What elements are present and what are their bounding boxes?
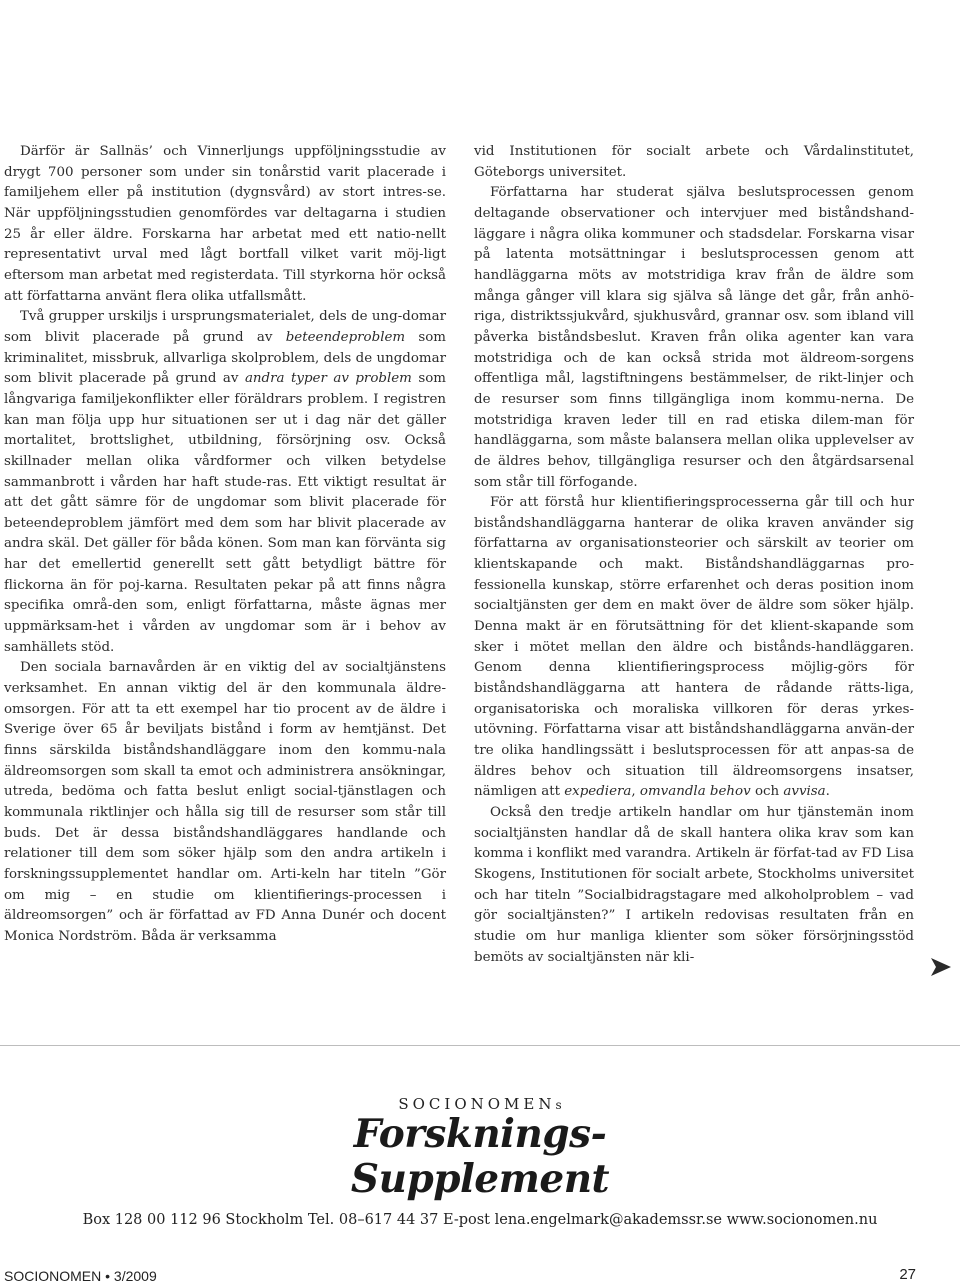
paragraph: Författarna har studerat själva beslutsprocessen genom deltagande observationer och intervjuer med biståndshand-läggare i några olika kommuner och stadsdelar. Forskarna visar på latenta motsättningar i beslutsprocessen genom att handläggarna möts av motstridiga krav från de äldre som många gånger vill klara sig själva så länge det går, från anhö-riga, distriktssjukvård, sjukhusvård, grannar osv. som ibland vill påverka biståndsbeslut. Kraven från olika agenter kan vara motstridiga och de kan också strida mot äldreom-sorgens offentliga mål, lagstiftningens bestämmelser, de rikt-linjer och de resurser som finns tillgängliga inom kommu-nerna. De motstridiga kraven leder till en rad etiska dilem-man för handläggarna, som måste balansera mellan olika upplevelser av de äldres behov, tillgängliga resurser och den åtgärdsarsenal som står till förfogande. xyxy=(474,185,914,490)
paragraph: För att förstå hur klientifieringsprocesserna går till och hur biståndshandläggarna hanterar de olika kraven använder sig författarna av organisationsteorier och särskilt av teorier om klientskapande och makt. Biståndshandläggarnas pro-fessionella kunskap, större erfarenhet och deras position inom socialtjänsten ger dem en makt över de äldre som söker hjälp. Denna makt är en förutsättning för det klient-skapande som sker i mötet mellan den äldre och bistånds-handläggaren. Genom denna klientifieringsprocess möjlig-görs för biståndshandläggarna att hantera de rådande rätts-liga, organisatoriska och moraliska villkoren för deras yrkes-utövning. Författarna visar att biståndshandläggarna använ-der tre olika handlingssätt i beslutsprocessen för att anpas-sa de äldres behov och situation till äldreomsorgens insatser, nämligen att expediera, omvandla behov och avvisa. xyxy=(474,495,914,800)
supplement-title xyxy=(0,1112,960,1202)
divider xyxy=(0,1045,960,1046)
paragraph: Två grupper urskiljs i ursprungsmaterialet, dels de ung-domar som blivit placerade på grund av beteendeproblem som kriminalitet, missbruk, allvarliga skolproblem, dels de ungdomar som blivit placerade på grund av andra typer av problem som långvariga familjekonflikter eller föräldrars problem. I registren kan man följa upp hur situationen ser ut i dag när det gäller mortalitet, brottslighet, utbildning, försörjning osv. Också skillnader mellan olika vårdformer och vilken betydelse sammanbrott i vården har haft stude-ras. Ett viktigt resultat är att det gått sämre för de ungdomar som blivit placerade för beteendeproblem jämfört med dem som har blivit placerade av andra skäl. Det gäller för båda könen. Som man kan förvänta sig har det emellertid generellt sett gått betydligt bättre för flickorna än för poj-karna. Resultaten pekar på att finns några specifika områ-den som, enligt författarna, måste ägnas mer uppmärksam-het i vården av ungdomar som är i behov av samhällets stöd. xyxy=(4,309,447,655)
page-number: 27 xyxy=(899,1266,916,1283)
emphasis: omvandla behov xyxy=(639,784,751,800)
emphasis: avvisa xyxy=(783,784,826,800)
emphasis: expediera xyxy=(564,784,632,800)
right-column xyxy=(474,142,914,968)
emphasis: andra typer av problem xyxy=(244,371,412,387)
brand-name: SOCIONOMEN xyxy=(398,1095,556,1113)
title-line: Supplement xyxy=(350,1156,610,1202)
paragraph: Därför är Sallnäs’ och Vinnerljungs uppföljningsstudie av drygt 700 personer som under sin tonårstid varit placerade i familjehem eller på institution (dygnsvård) av stort intres-se. När uppföljningsstudien genomfördes var deltagarna i studien 25 år eller äldre. Forskarna har arbetat med ett natio-nellt representativt urval med lågt bortfall vilket varit möj-ligt eftersom man arbetat med registerdata. Till styrkorna hör också att författarna använt flera olika utfallsmått. xyxy=(4,144,446,304)
issue-label: SOCIONOMEN • 3/2009 xyxy=(4,1268,157,1284)
contact-address: Box 128 00 112 96 Stockholm Tel. 08–617 44 37 E-post lena.engelmark@akademssr.se www.socionomen.nu xyxy=(82,1212,878,1228)
paragraph: vid Institutionen för socialt arbete och Vårdalinstitutet, Göteborgs universitet. xyxy=(474,144,914,180)
left-column xyxy=(4,142,446,948)
title-line: Forsknings- xyxy=(353,1111,607,1157)
continue-arrow-icon xyxy=(930,956,952,978)
paragraph: Också den tredje artikeln handlar om hur tjänstemän inom socialtjänsten handlar då de skall hantera olika krav som kan komma i konflikt med varandra. Artikeln är förfat-tad av FD Lisa Skogens, Institutionen för socialt arbete, Stockholms universitet och har titeln ”Socialbidragstagare med alkoholproblem – vad gör socialtjänsten?” I artikeln redovisas resultaten från en studie om hur manliga klienter som söker försörjningsstöd bemöts av socialtjänsten när kli- xyxy=(474,805,914,965)
emphasis: beteendeproblem xyxy=(285,329,406,345)
paragraph: Den sociala barnavården är en viktig del av socialtjänstens verksamhet. En annan viktig del är den kommunala äldre-omsorgen. För att ta ett exempel har tio procent av de äldre i Sverige över 65 år beviljats bistånd i form av hemtjänst. Det finns särskilda biståndshandläggare inom den kommu-nala äldreomsorgen som skall ta emot och administrera ansökningar, utreda, bedöma och fatta beslut enligt social-tjänstlagen och kommunala riktlinjer och hålla sig till de resurser som står till buds. Det är dessa biståndshandläggares handlande och relationer till dem som söker hjälp som den andra artikeln i forskningssupplementet handlar om. Arti-keln har titeln ”Gör om mig – en studie om klientifierings-processen i äldreomsorgen” och är författad av FD Anna Dunér och docent Monica Nordström. Båda är verksamma xyxy=(4,660,446,944)
brand-suffix: s xyxy=(555,1098,562,1112)
